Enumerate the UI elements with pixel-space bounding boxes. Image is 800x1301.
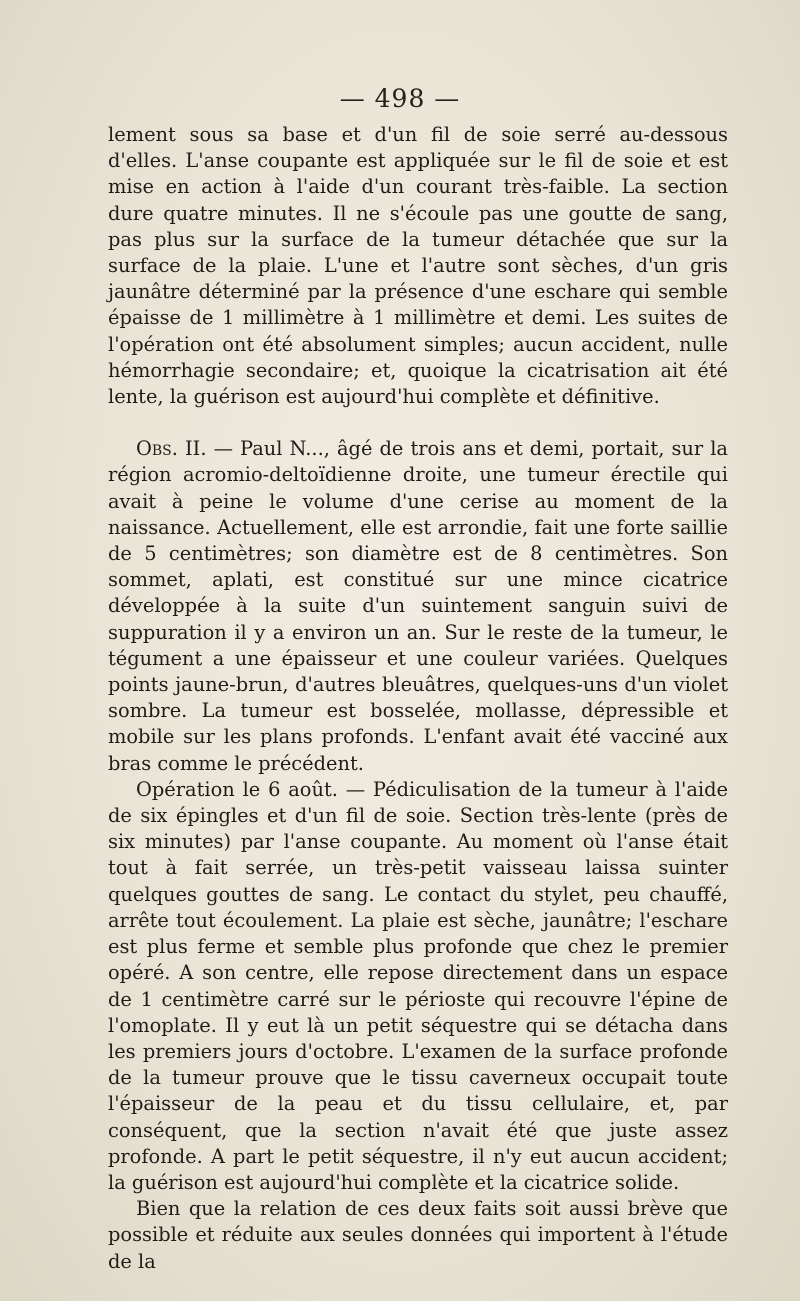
paragraph-conclusion: Bien que la relation de ces deux faits soit aussi brève que possible et réduite aux seules données qui importent à l'étude de la — [108, 1197, 728, 1273]
paragraph-continuation: lement sous sa base et d'un fil de soie serré au-dessous d'elles. L'anse coupante est appliquée sur le fil de soie et est mise en action à l'aide d'un courant très-faible. La section dure quatre minutes. Il ne s'écoule pas une goutte de sang, pas plus sur la surface de la tumeur détachée que sur la surface de la plaie. L'une et l'autre sont sèches, d'un gris jaunâtre déterminé par la présence d'une eschare qui semble épaisse de 1 millimètre à 1 millimètre et demi. Les suites de l'opération ont été absolument simples; aucun accident, nulle hémorrhagie secondaire; et, quoique la cicatrisation ait été lente, la guérison est aujourd'hui complète et définitive. — [108, 123, 728, 409]
page-number-header: — 498 — — [339, 84, 461, 113]
paragraph-observation-ii — [108, 436, 728, 777]
observation-label: Obs. II. — [136, 437, 207, 461]
body-text — [108, 122, 728, 1275]
observation-text: — Paul N..., âgé de trois ans et demi, portait, sur la région acromio-deltoïdienne droite, une tumeur érectile qui avait à peine le volume d'une cerise au moment de la naissance. Actuellement, elle est arrondie, fait une forte saillie de 5 centimètres; son diamètre est de 8 centimètres. Son sommet, aplati, est constitué sur une mince cicatrice développée à la suite d'un suintement sanguin suivi de suppuration il y a environ un an. Sur le reste de la tumeur, le tégument a une épaisseur et une couleur variées. Quelques points jaune-brun, d'autres bleuâtres, quelques-uns d'un violet sombre. La tumeur est bosselée, mollasse, dépressible et mobile sur les plans profonds. L'enfant avait été vacciné aux bras comme le précédent. — [108, 437, 728, 775]
paragraph-operation: Opération le 6 août. — Pédiculisation de la tumeur à l'aide de six épingles et d'un fil de soie. Section très-lente (près de six minutes) par l'anse coupante. Au moment où l'anse était tout à fait serrée, un très-petit vaisseau laissa suinter quelques gouttes de sang. Le contact du stylet, peu chauffé, arrête tout écoulement. La plaie est sèche, jaunâtre; l'eschare est plus ferme et semble plus profonde que chez le premier opéré. A son centre, elle repose directement dans un espace de 1 centimètre carré sur le périoste qui recouvre l'épine de l'omoplate. Il y eut là un petit séquestre qui se détacha dans les premiers jours d'octobre. L'examen de la surface profonde de la tumeur prouve que le tissu caverneux occupait toute l'épaisseur de la peau et du tissu cellulaire, et, par conséquent, que la section n'avait été que juste assez profonde. A part le petit séquestre, il n'y eut aucun accident; la guérison est aujourd'hui complète et la cicatrice solide. — [108, 777, 728, 1194]
